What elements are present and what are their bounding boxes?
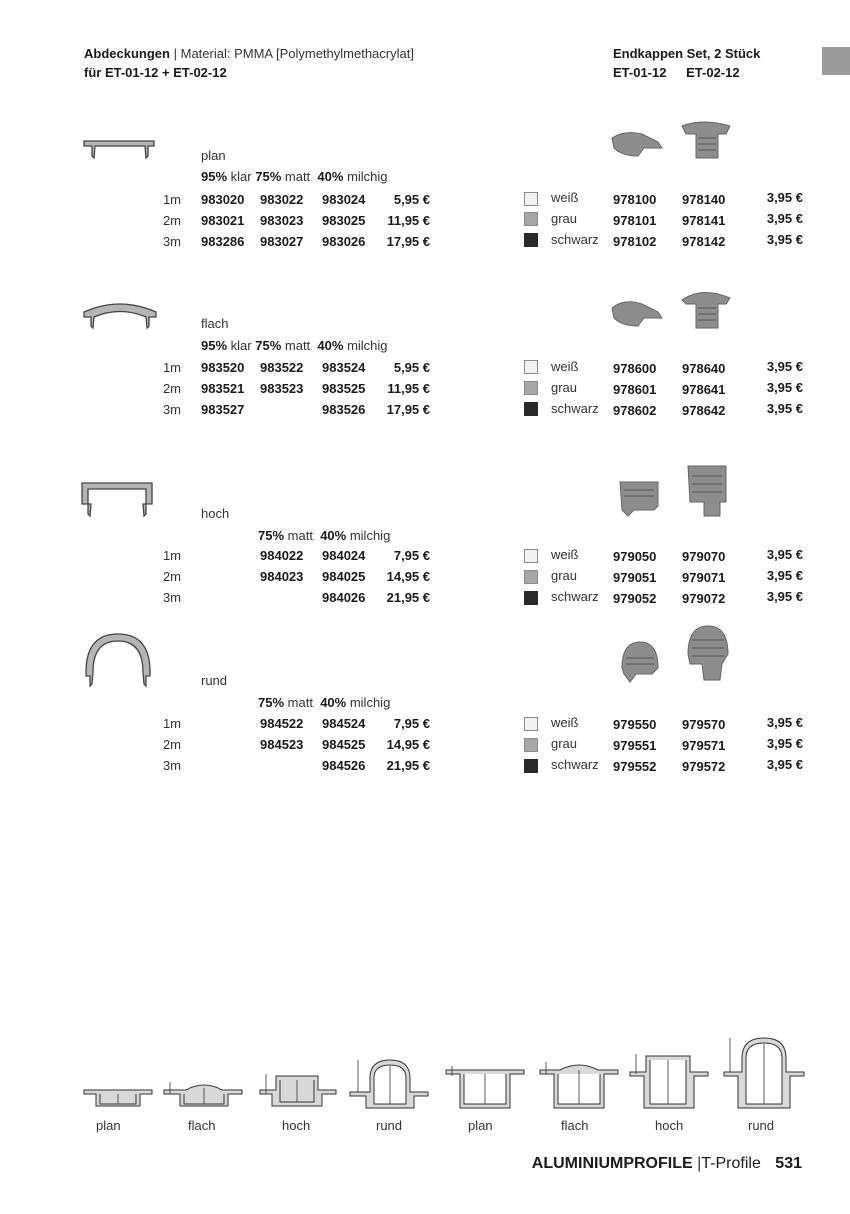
article-number: 983020 (201, 192, 245, 207)
cover-hoch-icon (80, 480, 154, 520)
header-word: milchig (347, 338, 388, 353)
profile-drawing-flach-icon (162, 1074, 244, 1110)
color-swatch-black (524, 402, 538, 416)
article-number: 983521 (201, 381, 245, 396)
endcap-plan-a-icon (608, 128, 664, 160)
header-pct: 95% (201, 338, 228, 353)
color-name: grau (551, 380, 578, 395)
drawing-label: plan (468, 1118, 493, 1133)
color-swatch-black (524, 591, 538, 605)
color-name: schwarz (551, 232, 599, 247)
color-swatch-white (524, 360, 538, 374)
endcap-hoch-a-icon (614, 476, 666, 520)
article-number: 979571 (682, 738, 726, 753)
article-number: 983520 (201, 360, 245, 375)
column-header-row (201, 338, 388, 354)
section-name: flach (201, 316, 229, 331)
endcap-rund-b-icon (682, 624, 734, 686)
profile-drawing-hoch-icon (258, 1068, 338, 1110)
header-word: milchig (349, 528, 391, 543)
length-cell: 3m (162, 590, 181, 605)
header-pct: 95% (201, 169, 228, 184)
article-number: 978102 (613, 234, 657, 249)
column-header-row (258, 695, 390, 711)
article-number: 983022 (260, 192, 304, 207)
cover-plan-icon (82, 138, 156, 164)
footer-category: ALUMINIUMPROFILE (531, 1155, 693, 1172)
article-number: 983522 (260, 360, 304, 375)
endcap-plan-b-icon (678, 118, 734, 162)
header-pct: 75% (255, 338, 282, 353)
drawing-label: rund (748, 1118, 775, 1133)
article-number: 979551 (613, 738, 657, 753)
header-word: matt (287, 528, 313, 543)
price-cell: 21,95 € (386, 758, 430, 773)
article-number: 983524 (322, 360, 366, 375)
article-number: 978602 (613, 403, 657, 418)
article-number: 979572 (682, 759, 726, 774)
header-separator: | (173, 46, 177, 61)
column-header-row (201, 169, 388, 185)
article-number: 984022 (260, 548, 304, 563)
article-number: 984024 (322, 548, 366, 563)
cover-flach-icon (82, 298, 158, 332)
color-swatch-grey (524, 738, 538, 752)
price-cell: 7,95 € (393, 716, 430, 731)
price-cell: 3,95 € (766, 211, 803, 226)
column-header-row (258, 528, 390, 544)
color-name: schwarz (551, 589, 599, 604)
price-cell: 3,95 € (766, 589, 803, 604)
price-cell: 21,95 € (386, 590, 430, 605)
section-name: rund (201, 673, 228, 688)
profile-drawing-rund-icon (348, 1056, 430, 1110)
length-cell: 3m (162, 234, 181, 249)
chapter-tab (822, 47, 850, 75)
article-number: 979071 (682, 570, 726, 585)
article-number: 979051 (613, 570, 657, 585)
article-number: 979072 (682, 591, 726, 606)
profile-drawing-flach-2-icon (538, 1058, 620, 1110)
article-number: 983026 (322, 234, 366, 249)
price-cell: 3,95 € (766, 401, 803, 416)
article-number: 983525 (322, 381, 366, 396)
article-number: 983526 (322, 402, 366, 417)
price-cell: 17,95 € (386, 234, 430, 249)
article-number: 983286 (201, 234, 245, 249)
color-swatch-black (524, 233, 538, 247)
article-number: 979570 (682, 717, 726, 732)
article-number: 983021 (201, 213, 245, 228)
color-swatch-white (524, 549, 538, 563)
price-cell: 3,95 € (766, 232, 803, 247)
article-number: 978642 (682, 403, 726, 418)
price-cell: 17,95 € (386, 402, 430, 417)
price-cell: 11,95 € (387, 381, 430, 396)
drawing-label: hoch (282, 1118, 311, 1133)
endcap-rund-a-icon (614, 638, 666, 686)
header-pct: 40% (317, 169, 344, 184)
price-cell: 3,95 € (766, 359, 803, 374)
header-word: klar (230, 338, 252, 353)
color-name: grau (551, 568, 578, 583)
endcap-code-2: ET-02-12 (686, 65, 740, 80)
color-name: weiß (551, 190, 579, 205)
length-cell: 2m (162, 737, 181, 752)
header-pct: 75% (258, 528, 285, 543)
color-name: schwarz (551, 757, 599, 772)
article-number: 984523 (260, 737, 304, 752)
endcap-flach-b-icon (678, 288, 734, 332)
drawing-label: flach (561, 1118, 589, 1133)
price-cell: 3,95 € (766, 190, 803, 205)
article-number: 984525 (322, 737, 366, 752)
article-number: 984026 (322, 590, 366, 605)
article-number: 979070 (682, 549, 726, 564)
header-word: milchig (349, 695, 391, 710)
header-word: matt (284, 169, 311, 184)
header-pct: 40% (320, 695, 347, 710)
page-header-right (613, 44, 760, 82)
price-cell: 5,95 € (393, 360, 430, 375)
length-cell: 1m (162, 360, 181, 375)
article-number: 979550 (613, 717, 657, 732)
header-title: Abdeckungen (84, 46, 170, 61)
header-for-line: für ET-01-12 + ET-02-12 (84, 65, 227, 80)
length-cell: 2m (162, 569, 181, 584)
price-cell: 14,95 € (386, 569, 430, 584)
profile-drawing-plan-2-icon (444, 1064, 526, 1110)
article-number: 979050 (613, 549, 657, 564)
header-pct: 75% (258, 695, 285, 710)
color-swatch-black (524, 759, 538, 773)
header-pct: 40% (320, 528, 347, 543)
endcap-code-1: ET-01-12 (613, 65, 667, 80)
length-cell: 3m (162, 402, 181, 417)
drawing-label: hoch (655, 1118, 684, 1133)
length-cell: 1m (162, 716, 181, 731)
article-number: 978601 (613, 382, 657, 397)
color-swatch-white (524, 717, 538, 731)
article-number: 978142 (682, 234, 726, 249)
profile-drawing-plan-icon (82, 1080, 154, 1110)
endcap-flach-a-icon (608, 298, 664, 330)
length-cell: 3m (162, 758, 181, 773)
page-number: 531 (775, 1155, 802, 1172)
drawing-label: rund (376, 1118, 403, 1133)
article-number: 979052 (613, 591, 657, 606)
article-number: 983024 (322, 192, 366, 207)
length-cell: 2m (162, 213, 181, 228)
article-number: 984025 (322, 569, 366, 584)
article-number: 978600 (613, 361, 657, 376)
price-cell: 3,95 € (766, 736, 803, 751)
header-pct: 75% (255, 169, 282, 184)
article-number: 979552 (613, 759, 657, 774)
endcap-title: Endkappen Set, 2 Stück (613, 46, 761, 61)
article-number: 983027 (260, 234, 304, 249)
page-footer (532, 1154, 802, 1174)
article-number: 978141 (682, 213, 726, 228)
header-word: matt (287, 695, 313, 710)
price-cell: 3,95 € (766, 547, 803, 562)
footer-subcategory: T-Profile (701, 1155, 761, 1172)
price-cell: 7,95 € (393, 548, 430, 563)
color-swatch-white (524, 192, 538, 206)
article-number: 984526 (322, 758, 366, 773)
article-number: 983527 (201, 402, 245, 417)
color-name: schwarz (551, 401, 599, 416)
endcap-hoch-b-icon (682, 462, 734, 522)
cover-rund-icon (80, 632, 156, 688)
profile-drawing-rund-2-icon (722, 1034, 806, 1110)
length-cell: 1m (162, 548, 181, 563)
color-name: grau (551, 736, 578, 751)
article-number: 983025 (322, 213, 366, 228)
header-word: matt (284, 338, 311, 353)
section-name: hoch (201, 506, 230, 521)
article-number: 978100 (613, 192, 657, 207)
price-cell: 14,95 € (386, 737, 430, 752)
article-number: 983023 (260, 213, 304, 228)
article-number: 984023 (260, 569, 304, 584)
header-word: klar (230, 169, 252, 184)
price-cell: 3,95 € (766, 757, 803, 772)
article-number: 978101 (613, 213, 657, 228)
article-number: 978641 (682, 382, 726, 397)
color-name: weiß (551, 359, 579, 374)
price-cell: 3,95 € (766, 380, 803, 395)
color-name: weiß (551, 547, 579, 562)
profile-drawing-hoch-2-icon (628, 1050, 710, 1110)
color-swatch-grey (524, 570, 538, 584)
price-cell: 3,95 € (766, 568, 803, 583)
article-number: 983523 (260, 381, 304, 396)
page-header-left (84, 44, 414, 82)
color-swatch-grey (524, 381, 538, 395)
footer-separator: | (697, 1155, 702, 1172)
color-swatch-grey (524, 212, 538, 226)
header-pct: 40% (317, 338, 344, 353)
section-name: plan (201, 148, 226, 163)
header-word: milchig (347, 169, 388, 184)
price-cell: 5,95 € (393, 192, 430, 207)
article-number: 984522 (260, 716, 304, 731)
header-material: Material: PMMA [Polymethylmethacrylat] (180, 46, 414, 61)
article-number: 978140 (682, 192, 726, 207)
length-cell: 1m (162, 192, 181, 207)
article-number: 984524 (322, 716, 366, 731)
price-cell: 11,95 € (387, 213, 430, 228)
price-cell: 3,95 € (766, 715, 803, 730)
article-number: 978640 (682, 361, 726, 376)
drawing-label: flach (188, 1118, 216, 1133)
drawing-label: plan (96, 1118, 121, 1133)
color-name: weiß (551, 715, 579, 730)
length-cell: 2m (162, 381, 181, 396)
color-name: grau (551, 211, 578, 226)
